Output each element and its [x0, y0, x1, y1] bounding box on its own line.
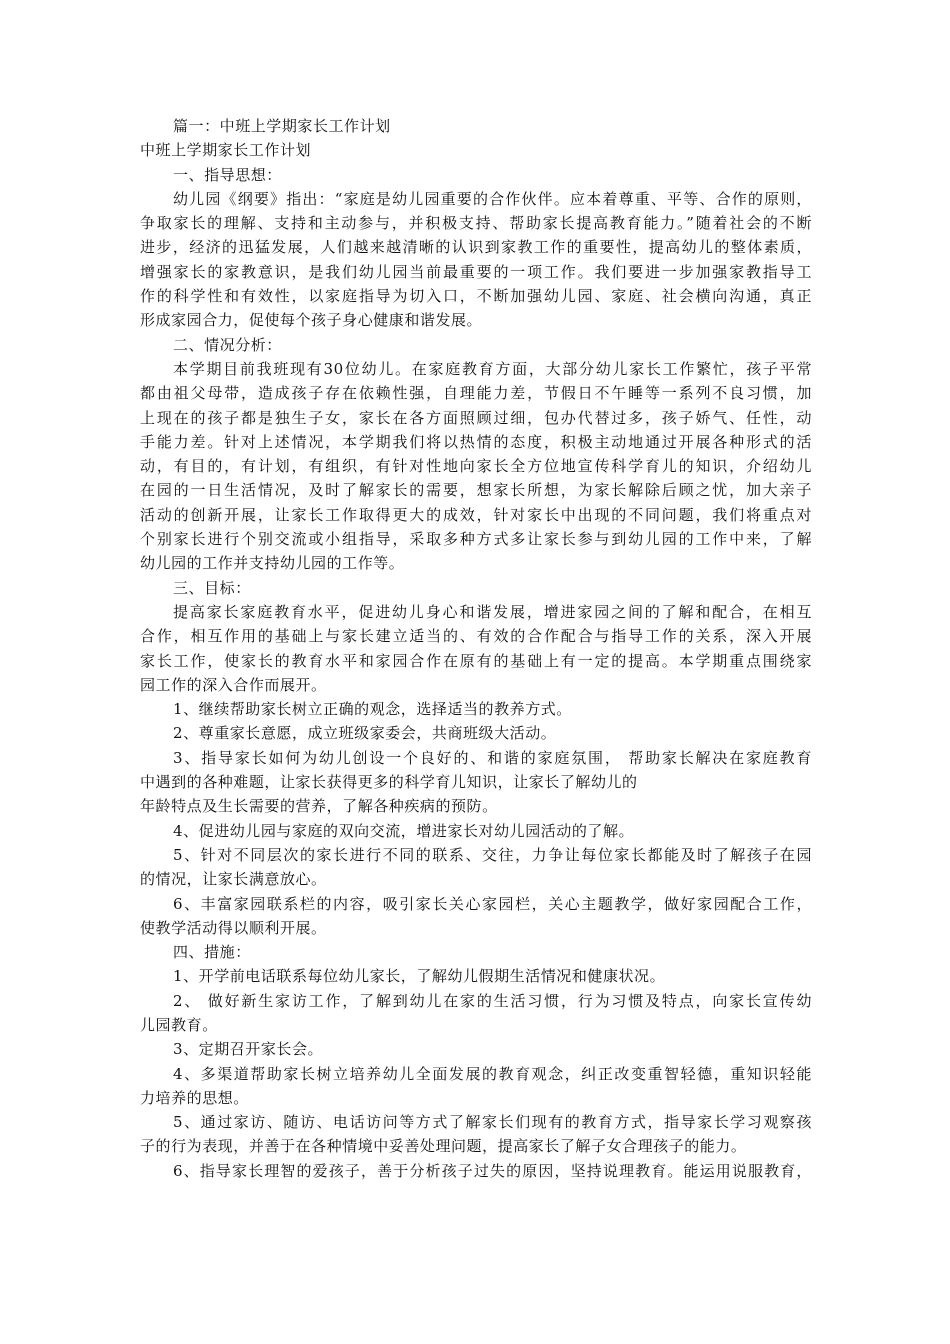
text-line: 1、继续帮助家长树立正确的观念，选择适当的教养方式。 [173, 700, 572, 719]
text-line: 争取家长的理解、支持和主动参与，并积极支持、帮助家长提高教育能力。”随着社会的不断 [140, 214, 812, 233]
text-line: 手能力差。针对上述情况，本学期我们将以热情的态度，积极主动地通过开展各种形式的活 [140, 432, 812, 451]
text-line: 二、情况分析： [173, 335, 282, 354]
text-line: 中遇到的各种难题，让家长获得更多的科学育儿知识，让家长了解幼儿的 [140, 773, 638, 792]
text-line: 作的科学性和有效性，以家庭指导为切入口，不断加强幼儿园、家庭、社会横向沟通，真正 [140, 287, 812, 306]
text-line: 增强家长的家教意识，是我们幼儿园当前最重要的一项工作。我们要进一步加强家教指导工 [140, 262, 812, 281]
text-line: 儿园教育。 [140, 1015, 218, 1034]
text-line: 上现在的孩子都是独生子女，家长在各方面照顾过细，包办代替过多，孩子娇气、任性，动 [140, 408, 812, 427]
text-line: 1、开学前电话联系每位幼儿家长，了解幼儿假期生活情况和健康状况。 [173, 967, 666, 986]
text-line: 园工作的深入合作而展开。 [140, 675, 327, 694]
text-line: 动，有目的，有计划，有组织，有针对性地向家长全方位地宣传科学育儿的知识，介绍幼儿 [140, 457, 812, 476]
text-line: 3、指导家长如何为幼儿创设一个良好的、和谐的家庭氛围， 帮助家长解决在家庭教育 [173, 748, 812, 767]
text-line: 合作，相互作用的基础上与家长建立适当的、有效的合作配合与指导工作的关系，深入开展 [140, 627, 812, 646]
text-line: 本学期目前我班现有30位幼儿。在家庭教育方面，大部分幼儿家长工作繁忙，孩子平常 [173, 359, 812, 378]
text-line: 中班上学期家长工作计划 [140, 141, 312, 160]
text-line: 使教学活动得以顺利开展。 [140, 918, 327, 937]
text-line: 活动的创新开展，让家长工作取得更大的成效，针对家长中出现的不同问题，我们将重点对 [140, 505, 812, 524]
text-line: 都由祖父母带，造成孩子存在依赖性强，自理能力差，节假日不午睡等一系列不良习惯，加 [140, 384, 812, 403]
text-line: 形成家园合力，促使每个孩子身心健康和谐发展。 [140, 311, 483, 330]
document-page [140, 114, 812, 1183]
text-line: 的情况，让家长满意放心。 [140, 870, 327, 889]
text-line: 在园的一日生活情况，及时了解家长的需要，想家长所想，为家长解除后顾之忧，加大亲子 [140, 481, 812, 500]
text-line: 6、丰富家园联系栏的内容，吸引家长关心家园栏，关心主题教学，做好家园配合工作， [173, 894, 812, 913]
text-line: 6、指导家长理智的爱孩子，善于分析孩子过失的原因，坚持说理教育。能运用说服教育， [173, 1161, 812, 1180]
text-line: 力培养的思想。 [140, 1088, 249, 1107]
text-line: 幼儿园《纲要》指出：“家庭是幼儿园重要的合作伙伴。应本着尊重、平等、合作的原则， [173, 189, 812, 208]
text-line: 一、指导思想： [173, 165, 282, 184]
text-line: 2、尊重家长意愿，成立班级家委会，共商班级大活动。 [173, 724, 557, 743]
text-line: 个别家长进行个别交流或小组指导，采取多种方式多让家长参与到幼儿园的工作中来，了解 [140, 530, 812, 549]
text-line: 年龄特点及生长需要的营养，了解各种疾病的预防。 [140, 797, 498, 816]
text-line: 3、定期召开家长会。 [173, 1040, 324, 1059]
text-line: 提高家长家庭教育水平，促进幼儿身心和谐发展，增进家园之间的了解和配合，在相互 [173, 602, 812, 621]
text-line: 5、针对不同层次的家长进行不同的联系、交往，力争让每位家长都能及时了解孩子在园 [173, 845, 812, 864]
text-line: 家长工作，使家长的教育水平和家园合作在原有的基础上有一定的提高。本学期重点围绕家 [140, 651, 812, 670]
text-line: 子的行为表现，并善于在各种情境中妥善处理问题，提高家长了解子女合理孩子的能力。 [140, 1137, 747, 1156]
text-line: 三、目标： [173, 578, 251, 597]
document-heading: 篇一：中班上学期家长工作计划 [173, 117, 391, 135]
text-line: 4、多渠道帮助家长树立培养幼儿全面发展的教育观念，纠正改变重智轻德，重知识轻能 [173, 1064, 812, 1083]
text-line: 2、 做好新生家访工作，了解到幼儿在家的生活习惯，行为习惯及特点，向家长宣传幼 [173, 991, 812, 1010]
text-line: 幼儿园的工作并支持幼儿园的工作等。 [140, 554, 405, 573]
text-line: 四、措施： [173, 943, 251, 962]
text-line: 进步，经济的迅猛发展，人们越来越清晰的认识到家教工作的重要性，提高幼儿的整体素质， [140, 238, 812, 257]
text-line: 5、通过家访、随访、电话访问等方式了解家长们现有的教育方式，指导家长学习观察孩 [173, 1113, 812, 1132]
text-line: 4、促进幼儿园与家庭的双向交流，增进家长对幼儿园活动的了解。 [173, 821, 635, 840]
